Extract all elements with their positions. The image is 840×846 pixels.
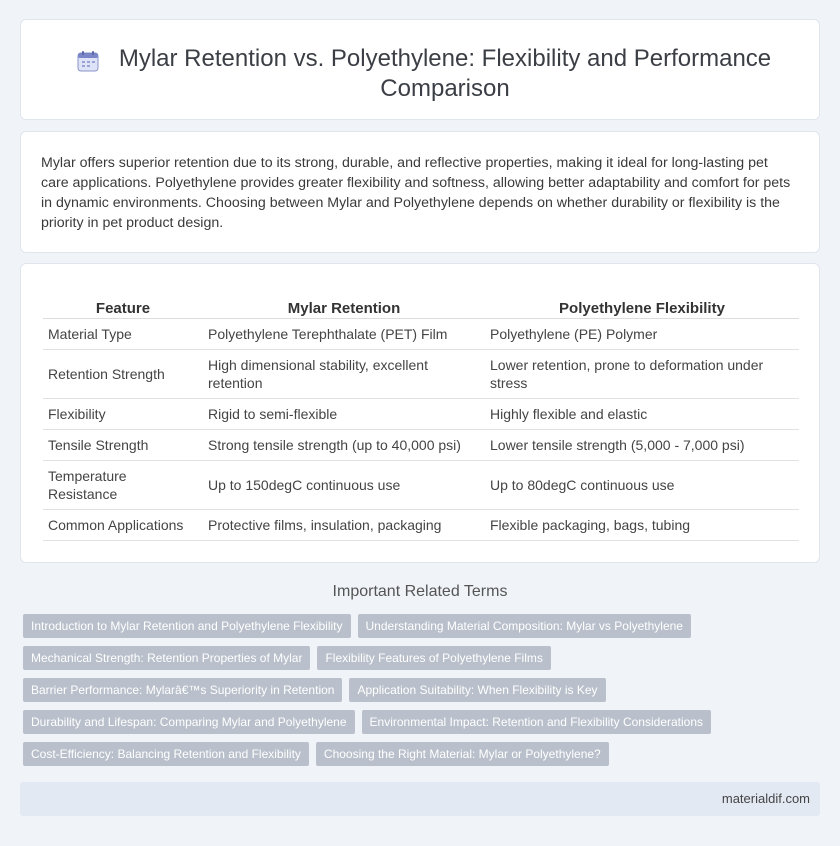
table-cell: Strong tensile strength (up to 40,000 psi) (203, 429, 485, 460)
tag-row (23, 710, 823, 734)
tag-row (23, 678, 823, 702)
table-cell: Flexibility (43, 398, 203, 429)
comparison-table-card (20, 263, 820, 563)
related-term-tag[interactable]: Flexibility Features of Polyethylene Films (317, 646, 550, 670)
table-row (43, 509, 799, 540)
tag-row (23, 614, 823, 638)
table-cell: Lower retention, prone to deformation under stress (485, 349, 799, 398)
table-cell: Flexible packaging, bags, tubing (485, 509, 799, 540)
intro-card (20, 131, 820, 253)
calendar-icon (77, 50, 99, 72)
table-header-row (43, 296, 799, 318)
related-term-tag[interactable]: Choosing the Right Material: Mylar or Polyethylene? (316, 742, 609, 766)
related-term-tag[interactable]: Mechanical Strength: Retention Properties of Mylar (23, 646, 310, 670)
related-term-tag[interactable]: Environmental Impact: Retention and Flexibility Considerations (362, 710, 712, 734)
header-mylar: Mylar Retention (203, 296, 485, 318)
table-cell: Polyethylene (PE) Polymer (485, 318, 799, 349)
header-feature: Feature (43, 296, 203, 318)
intro-text: Mylar offers superior retention due to its strong, durable, and reflective properties, making it ideal for long-lasting pet care applications. Polyethylene provides greater flexibility and softness, allowing better adaptability and comfort for pets in dynamic environments. Choosing between Mylar and Polyethylene depends on whether durability or flexibility is the priority in pet product design. (41, 155, 791, 231)
related-term-tag[interactable]: Barrier Performance: Mylarâ€™s Superiority in Retention (23, 678, 342, 702)
table-row (43, 460, 799, 509)
table-cell: Up to 80degC continuous use (485, 460, 799, 509)
page-title: Mylar Retention vs. Polyethylene: Flexibility and Performance Comparison (118, 45, 772, 102)
table-cell: Tensile Strength (43, 429, 203, 460)
related-term-tag[interactable]: Application Suitability: When Flexibility is Key (349, 678, 605, 702)
table-cell: Common Applications (43, 509, 203, 540)
table-row (43, 318, 799, 349)
table-cell: Material Type (43, 318, 203, 349)
related-term-tag[interactable]: Cost-Efficiency: Balancing Retention and Flexibility (23, 742, 309, 766)
header-card (20, 19, 820, 120)
table-cell: Polyethylene Terephthalate (PET) Film (203, 318, 485, 349)
table-cell: Temperature Resistance (43, 460, 203, 509)
table-cell: Retention Strength (43, 349, 203, 398)
table-cell: Highly flexible and elastic (485, 398, 799, 429)
title-wrap (21, 44, 819, 104)
related-term-tag[interactable]: Understanding Material Composition: Mylar vs Polyethylene (358, 614, 691, 638)
tag-row (23, 742, 823, 766)
tag-row (23, 646, 823, 670)
table-cell: High dimensional stability, excellent retention (203, 349, 485, 398)
footer-site-link[interactable]: materialdif.com (721, 791, 810, 806)
related-terms-tags (23, 614, 823, 774)
table-row (43, 349, 799, 398)
table-cell: Up to 150degC continuous use (203, 460, 485, 509)
related-terms-title: Important Related Terms (332, 583, 508, 600)
header-polyethylene: Polyethylene Flexibility (485, 296, 799, 318)
table-row (43, 398, 799, 429)
table-cell: Lower tensile strength (5,000 - 7,000 psi) (485, 429, 799, 460)
table-cell: Protective films, insulation, packaging (203, 509, 485, 540)
table-cell: Rigid to semi-flexible (203, 398, 485, 429)
comparison-table (43, 296, 799, 541)
related-term-tag[interactable]: Introduction to Mylar Retention and Polyethylene Flexibility (23, 614, 351, 638)
related-term-tag[interactable]: Durability and Lifespan: Comparing Mylar and Polyethylene (23, 710, 355, 734)
footer (20, 782, 820, 816)
table-row (43, 429, 799, 460)
